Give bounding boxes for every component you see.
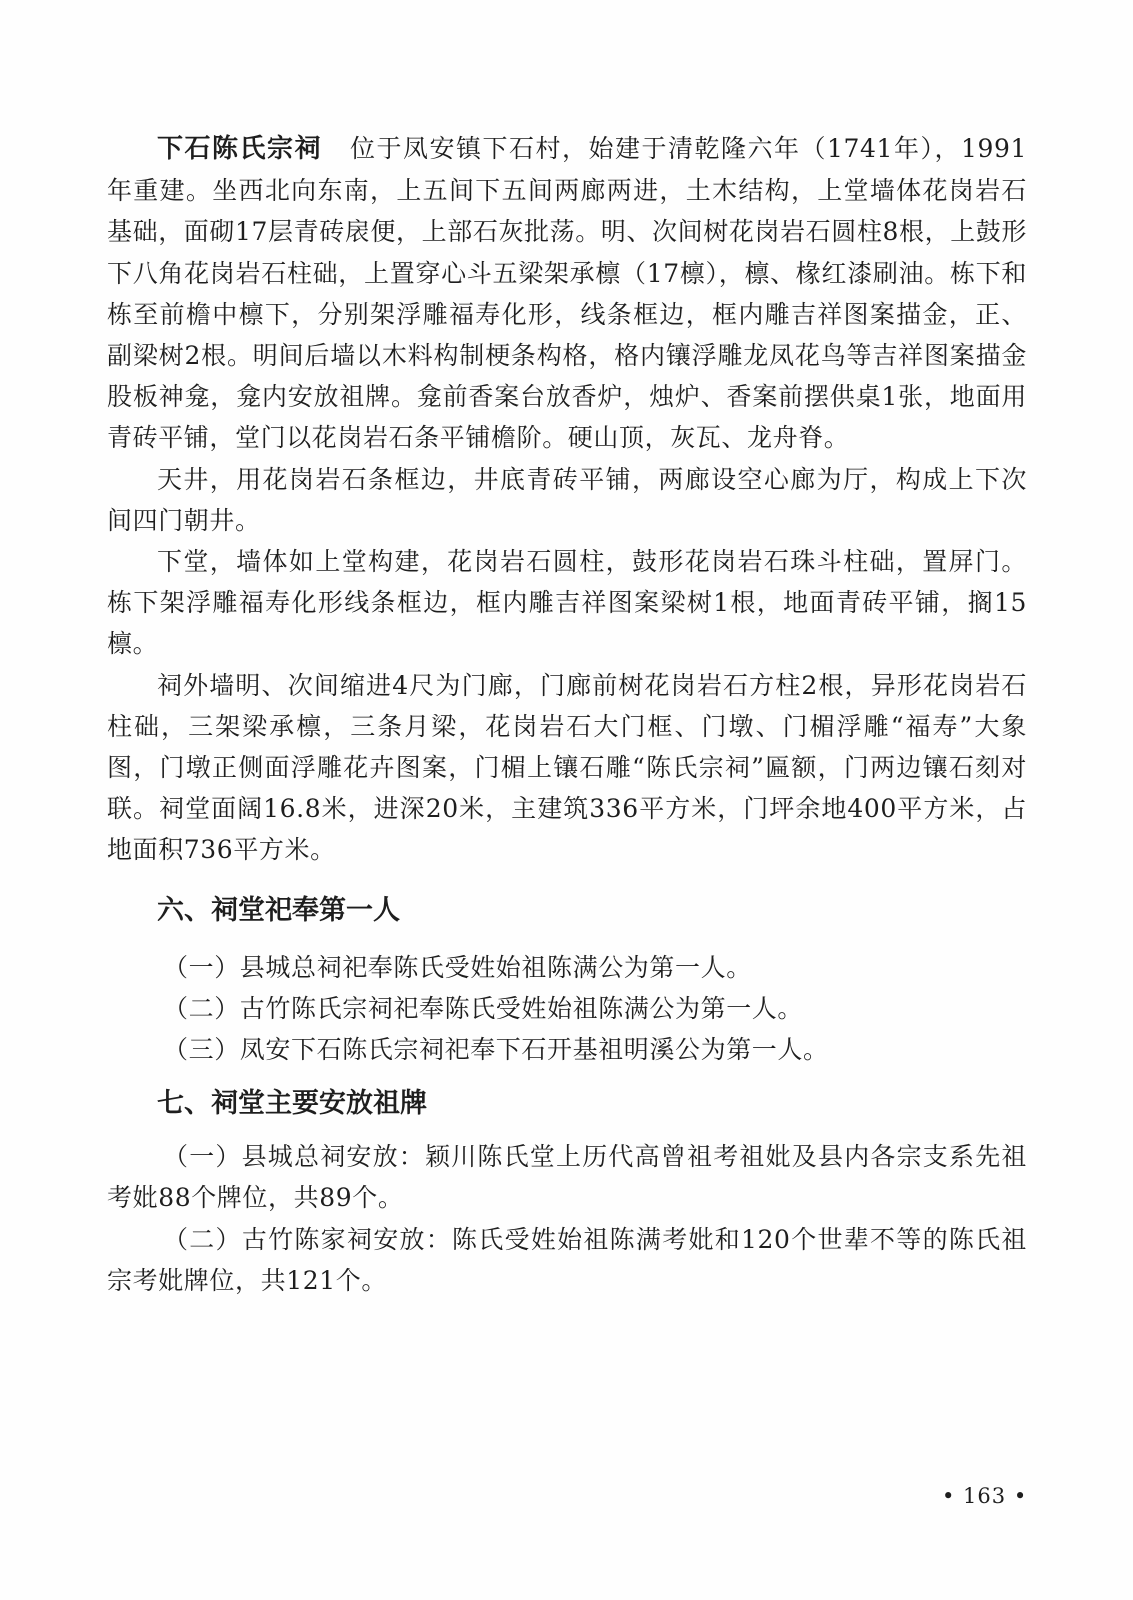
entry-paragraph-2: 天井，用花岗岩石条框边，井底青砖平铺，两廊设空心廊为厅，构成上下次间四门朝井。	[107, 464, 1027, 535]
section-6-heading: 六、祠堂祀奉第一人	[157, 894, 400, 926]
section-6-item-1: （一）县城总祠祀奉陈氏受姓始祖陈满公为第一人。	[163, 952, 752, 982]
section-6-item-2: （二）古竹陈氏宗祠祀奉陈氏受姓始祖陈满公为第一人。	[163, 993, 804, 1023]
section-7-item-2: （二）古竹陈家祠安放：陈氏受姓始祖陈满考妣和120个世辈不等的陈氏祖宗考妣牌位，共121个。	[107, 1224, 1027, 1295]
entry-paragraph-3: 下堂，墙体如上堂构建，花岗岩石圆柱，鼓形花岗岩石珠斗柱础，置屏门。栋下架浮雕福寿化形线条框边，框内雕吉祥图案梁树1根，地面青砖平铺，搁15檩。	[107, 547, 1027, 659]
section-7-item-1: （一）县城总祠安放：颖川陈氏堂上历代高曾祖考祖妣及县内各宗支系先祖考妣88个牌位，共89个。	[107, 1142, 1027, 1213]
section-6-item-3: （三）凤安下石陈氏宗祠祀奉下石开基祖明溪公为第一人。	[163, 1035, 829, 1065]
section-7-heading: 七、祠堂主要安放祖牌	[157, 1088, 427, 1120]
entry-paragraph-1	[107, 128, 1027, 459]
page-content	[107, 128, 1027, 1301]
entry-paragraph-4: 祠外墙明、次间缩进4尺为门廊，门廊前树花岗岩石方柱2根，异形花岗岩石柱础，三架梁承檩，三条月梁，花岗岩石大门框、门墩、门楣浮雕“福寿”大象图，门墩正侧面浮雕花卉图案，门楣上镶石雕“陈氏宗祠”匾额，门两边镶石刻对联。祠堂面阔16.8米，进深20米，主建筑336平方米，门坪余地400平方米，占地面积736平方米。	[107, 670, 1027, 865]
entry-paragraph-1-body: 位于凤安镇下石村，始建于清乾隆六年（1741年），1991年重建。坐西北向东南，上五间下五间两廊两进，土木结构，上堂墙体花岗岩石基础，面砌17层青砖扆便，上部石灰批荡。明、次间树花岗岩石圆柱8根，上鼓形下八角花岗岩石柱础，上置穿心斗五梁架承檩（17檩），檩、椽红漆刷油。栋下和栋至前檐中檩下，分别架浮雕福寿化形，线条框边，框内雕吉祥图案描金，正、副梁树2根。明间后墙以木料构制梗条构格，格内镶浮雕龙凤花鸟等吉祥图案描金股板神龛，龛内安放祖牌。龛前香案台放香炉，烛炉、香案前摆供桌1张，地面用青砖平铺，堂门以花岗岩石条平铺檐阶。硬山顶，灰瓦、龙舟脊。	[107, 134, 1027, 453]
page-number: • 163 •	[942, 1484, 1028, 1508]
entry-title: 下石陈氏宗祠	[157, 134, 323, 164]
